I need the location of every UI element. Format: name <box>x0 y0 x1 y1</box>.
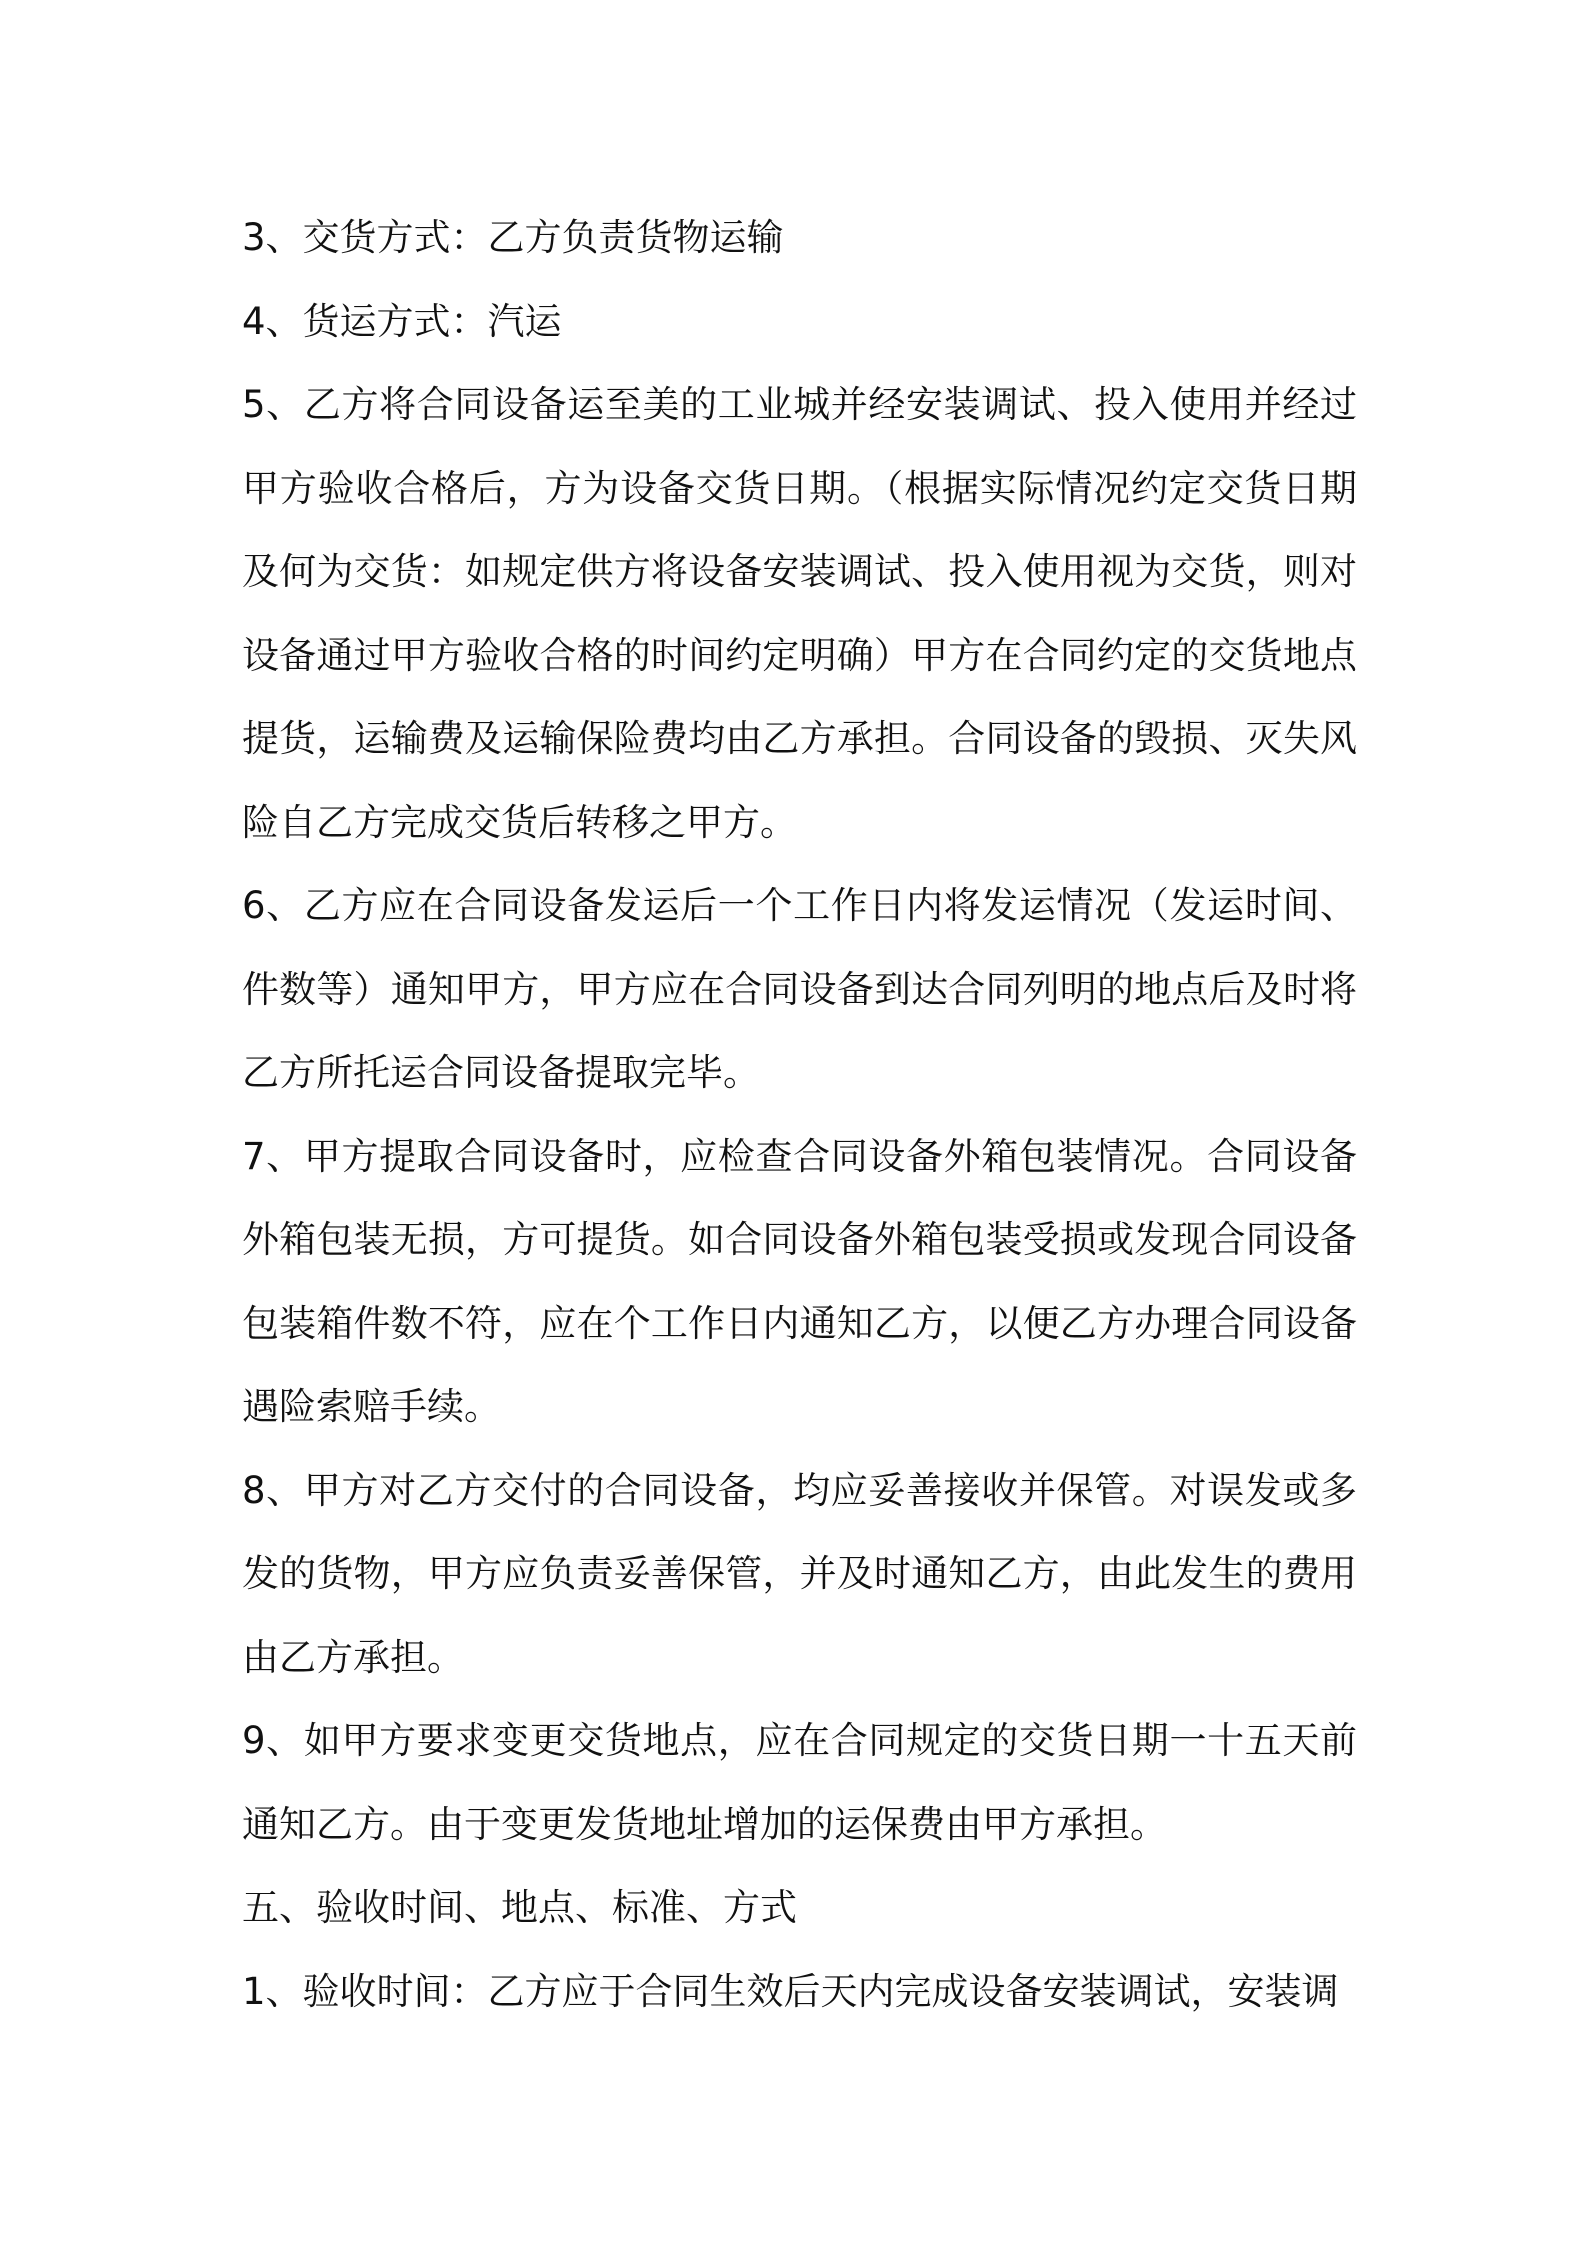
section-heading-acceptance: 五、验收时间、地点、标准、方式 <box>242 1886 797 1929</box>
paragraph-receipt-and-storage: 8、甲方对乙方交付的合同设备，均应妥善接收并保管。对误发或多发的货物，甲方应负责妥善保管，并及时通知乙方，由此发生的费用由乙方承担。 <box>242 1468 1357 1679</box>
paragraph-inspection-on-pickup: 7、甲方提取合同设备时，应检查合同设备外箱包装情况。合同设备外箱包装无损，方可提货。如合同设备外箱包装受损或发现合同设备包装箱件数不符，应在个工作日内通知乙方，以便乙方办理合同设备遇险索赔手续。 <box>242 1134 1357 1428</box>
paragraph-delivery-method: 3、交货方式：乙方负责货物运输 <box>242 216 784 259</box>
paragraph-change-delivery-location: 9、如甲方要求变更交货地点，应在合同规定的交货日期一十五天前通知乙方。由于变更发货地址增加的运保费由甲方承担。 <box>242 1719 1357 1846</box>
paragraph-delivery-date: 5、乙方将合同设备运至美的工业城并经安装调试、投入使用并经过甲方验收合格后，方为设备交货日期。（根据实际情况约定交货日期及何为交货：如规定供方将设备安装调试、投入使用视为交货，则对设备通过甲方验收合格的时间约定明确）甲方在合同约定的交货地点提货，运输费及运输保险费均由乙方承担。合同设备的毁损、灭失风险自乙方完成交货后转移之甲方。 <box>242 383 1357 844</box>
document-body <box>242 196 1357 2033</box>
paragraph-shipment-notice: 6、乙方应在合同设备发运后一个工作日内将发运情况（发运时间、件数等）通知甲方，甲方应在合同设备到达合同列明的地点后及时将乙方所托运合同设备提取完毕。 <box>242 884 1357 1094</box>
paragraph-acceptance-time: 1、验收时间：乙方应于合同生效后天内完成设备安装调试，安装调 <box>242 1969 1339 2013</box>
paragraph-freight-method: 4、货运方式：汽运 <box>242 299 562 343</box>
